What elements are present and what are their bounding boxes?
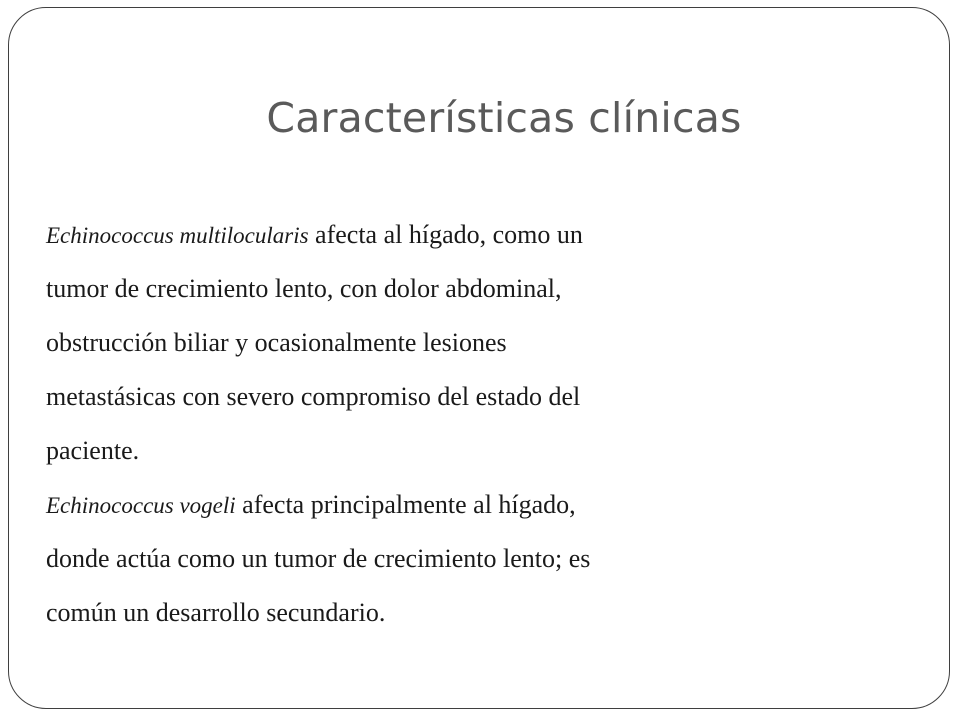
body-text: afecta principalmente al hígado,: [235, 490, 576, 519]
body-line: paciente.: [46, 436, 140, 465]
body-line: [46, 208, 906, 262]
body-text: afecta al hígado, como un: [308, 220, 583, 249]
slide-title: Características clínicas: [266, 94, 742, 142]
body-line: obstrucción biliar y ocasionalmente lesiones: [46, 328, 507, 357]
species-name: Echinococcus multilocularis: [46, 223, 309, 248]
paragraph-vogeli: [46, 478, 906, 640]
body-line: metastásicas con severo compromiso del estado del: [46, 382, 581, 411]
body-line: [46, 478, 906, 532]
paragraph-multilocularis: [46, 208, 906, 478]
slide-frame: [8, 7, 950, 709]
body-line: común un desarrollo secundario.: [46, 598, 386, 627]
body-line: tumor de crecimiento lento, con dolor abdominal,: [46, 274, 562, 303]
body-line: donde actúa como un tumor de crecimiento lento; es: [46, 544, 591, 573]
slide-body: [46, 208, 906, 640]
species-name: Echinococcus vogeli: [46, 493, 236, 518]
